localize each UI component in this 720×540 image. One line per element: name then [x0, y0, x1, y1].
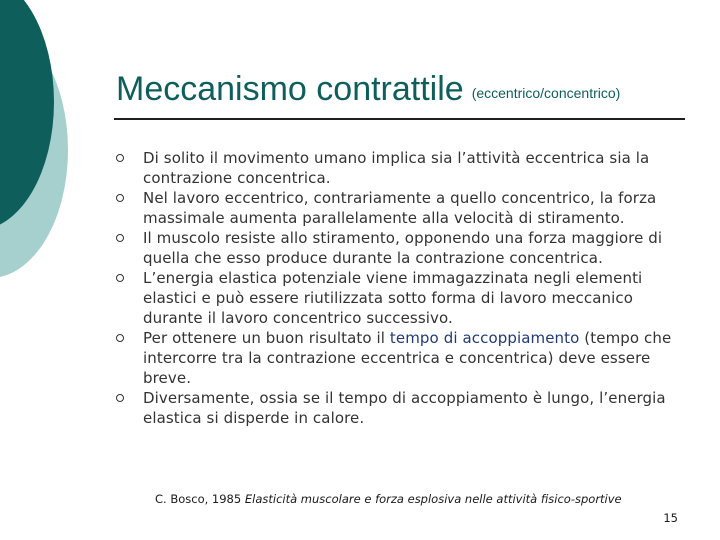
slide-title [116, 72, 620, 106]
light-teal-circle [0, 22, 68, 278]
highlighted-term: tempo di accoppiamento [389, 329, 580, 347]
title-divider [114, 118, 685, 120]
bullet-text: Nel lavoro eccentrico, contrariamente a quello concentrico, la forza massimale aumenta parallelamente alla velocità di stiramento. [143, 189, 657, 227]
circle-bullet-icon [116, 154, 124, 162]
bullet-item [116, 268, 696, 328]
bullet-item [116, 388, 696, 428]
circle-bullet-icon [116, 194, 124, 202]
bullet-item [116, 148, 696, 188]
citation-author: C. Bosco, 1985 [155, 492, 242, 506]
citation-work: Elasticità muscolare e forza esplosiva nelle attività fisico-sportive [244, 492, 622, 506]
bullet-text: L’energia elastica potenziale viene immagazzinata negli elementi elastici e può essere riutilizzata sotto forma di lavoro meccanico durante il lavoro concentrico successivo. [143, 269, 643, 327]
title-subtitle: (eccentrico/concentrico) [471, 85, 621, 101]
circle-bullet-icon [116, 394, 124, 402]
bullet-text: Di solito il movimento umano implica sia l’attività eccentrica sia la contrazione concentrica. [143, 149, 650, 187]
bullet-text-post: (tempo che intercorre tra la contrazione eccentrica e concentrica) deve essere breve. [143, 329, 672, 387]
bullet-text-pre: Per ottenere un buon risultato il [143, 329, 390, 347]
dark-teal-circle [0, 0, 54, 230]
bullet-item [116, 328, 696, 388]
bullet-text: Diversamente, ossia se il tempo di accoppiamento è lungo, l’energia elastica si disperde in calore. [143, 389, 666, 427]
bullet-text: Il muscolo resiste allo stiramento, opponendo una forza maggiore di quella che esso produce durante la contrazione concentrica. [143, 229, 663, 267]
bullet-list [116, 148, 696, 428]
circle-bullet-icon [116, 274, 124, 282]
bullet-item [116, 228, 696, 268]
bullet-item [116, 188, 696, 228]
citation [155, 492, 622, 506]
page-number: 15 [663, 511, 678, 525]
circle-bullet-icon [116, 234, 124, 242]
decorative-shapes [0, 0, 120, 300]
title-main: Meccanismo contrattile [116, 70, 464, 108]
circle-bullet-icon [116, 334, 124, 342]
